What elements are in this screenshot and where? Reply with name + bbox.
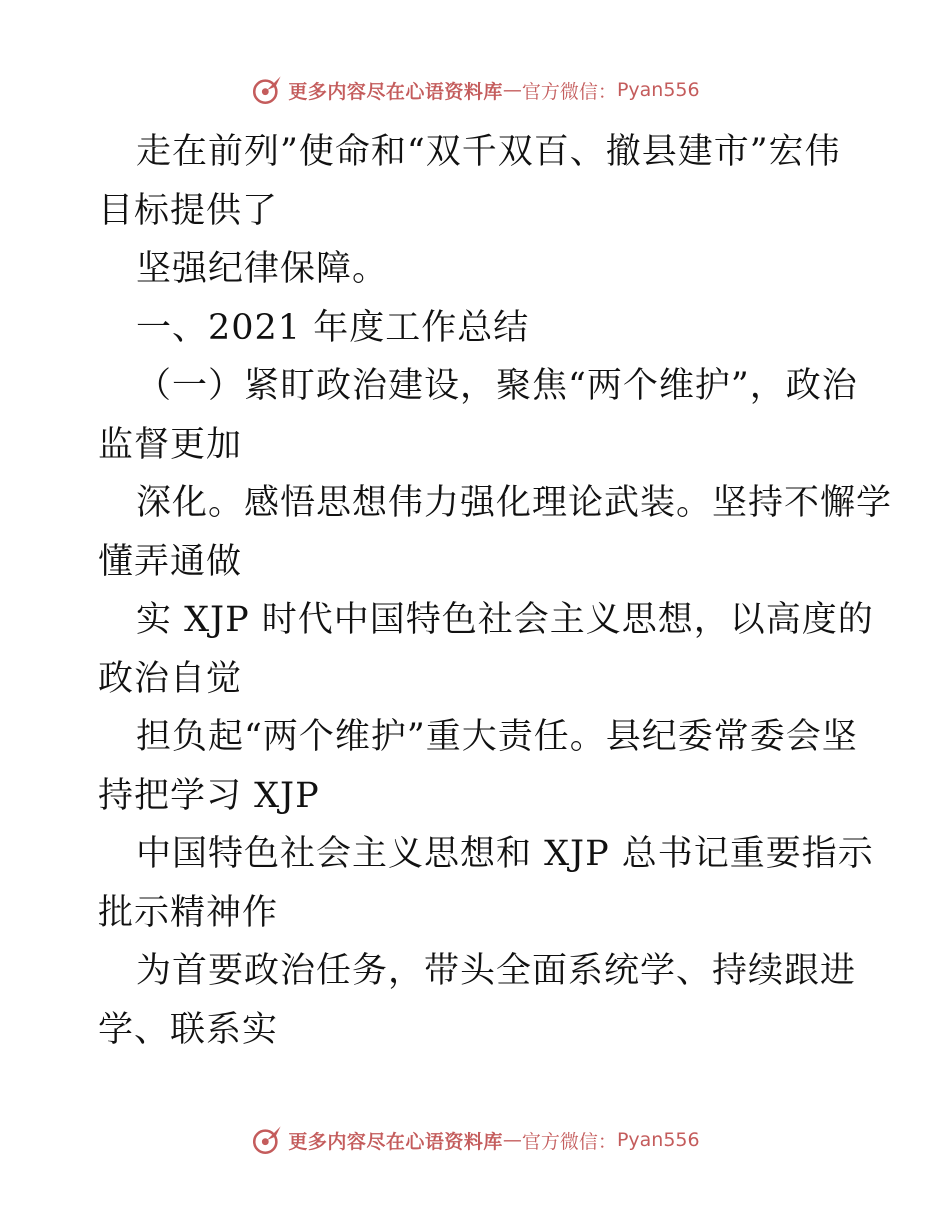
text-line: 一、2021 年度工作总结: [136, 307, 530, 348]
text-line: 为首要政治任务，带头全面系统学、持续跟进: [136, 951, 857, 991]
watermark-brand: 更多内容尽在心语资料库: [288, 1130, 503, 1153]
text-line: 懂弄通做: [98, 541, 243, 582]
text-line: （一）紧盯政治建设，聚焦“两个维护”，政治: [136, 366, 858, 406]
text-line: 监督更加: [98, 424, 243, 465]
header-watermark: [0, 70, 950, 110]
watermark-account-id: Pyan556: [616, 79, 700, 101]
text-line: 批示精神作: [98, 892, 279, 933]
text-line: 目标提供了: [98, 190, 279, 231]
document-body: [98, 123, 893, 1059]
watermark-official-label: 官方微信：: [521, 80, 617, 103]
text-line: 走在前列”使命和“双千双百、撤县建市”宏伟: [136, 132, 841, 172]
text-line: 学、联系实: [98, 1009, 279, 1050]
text-line: 持把学习 XJP: [98, 775, 320, 816]
text-line: 深化。感悟思想伟力强化理论武装。坚持不懈学: [136, 483, 893, 523]
watermark-separator: —: [502, 1129, 522, 1151]
watermark-separator: —: [502, 79, 522, 101]
feather-disc-logo-icon: [250, 1123, 284, 1157]
text-line: 实 XJP 时代中国特色社会主义思想，以高度的: [136, 600, 874, 640]
watermark-official-label: 官方微信：: [521, 1130, 617, 1153]
footer-watermark: [0, 1120, 950, 1160]
text-line: 政治自觉: [98, 658, 243, 699]
watermark-brand: 更多内容尽在心语资料库: [288, 80, 503, 103]
feather-disc-logo-icon: [250, 73, 284, 107]
text-line: 担负起“两个维护”重大责任。县纪委常委会坚: [136, 717, 858, 757]
text-line: 坚强纪律保障。: [136, 249, 389, 289]
text-line: 中国特色社会主义思想和 XJP 总书记重要指示: [136, 834, 874, 874]
watermark-account-id: Pyan556: [616, 1129, 700, 1151]
